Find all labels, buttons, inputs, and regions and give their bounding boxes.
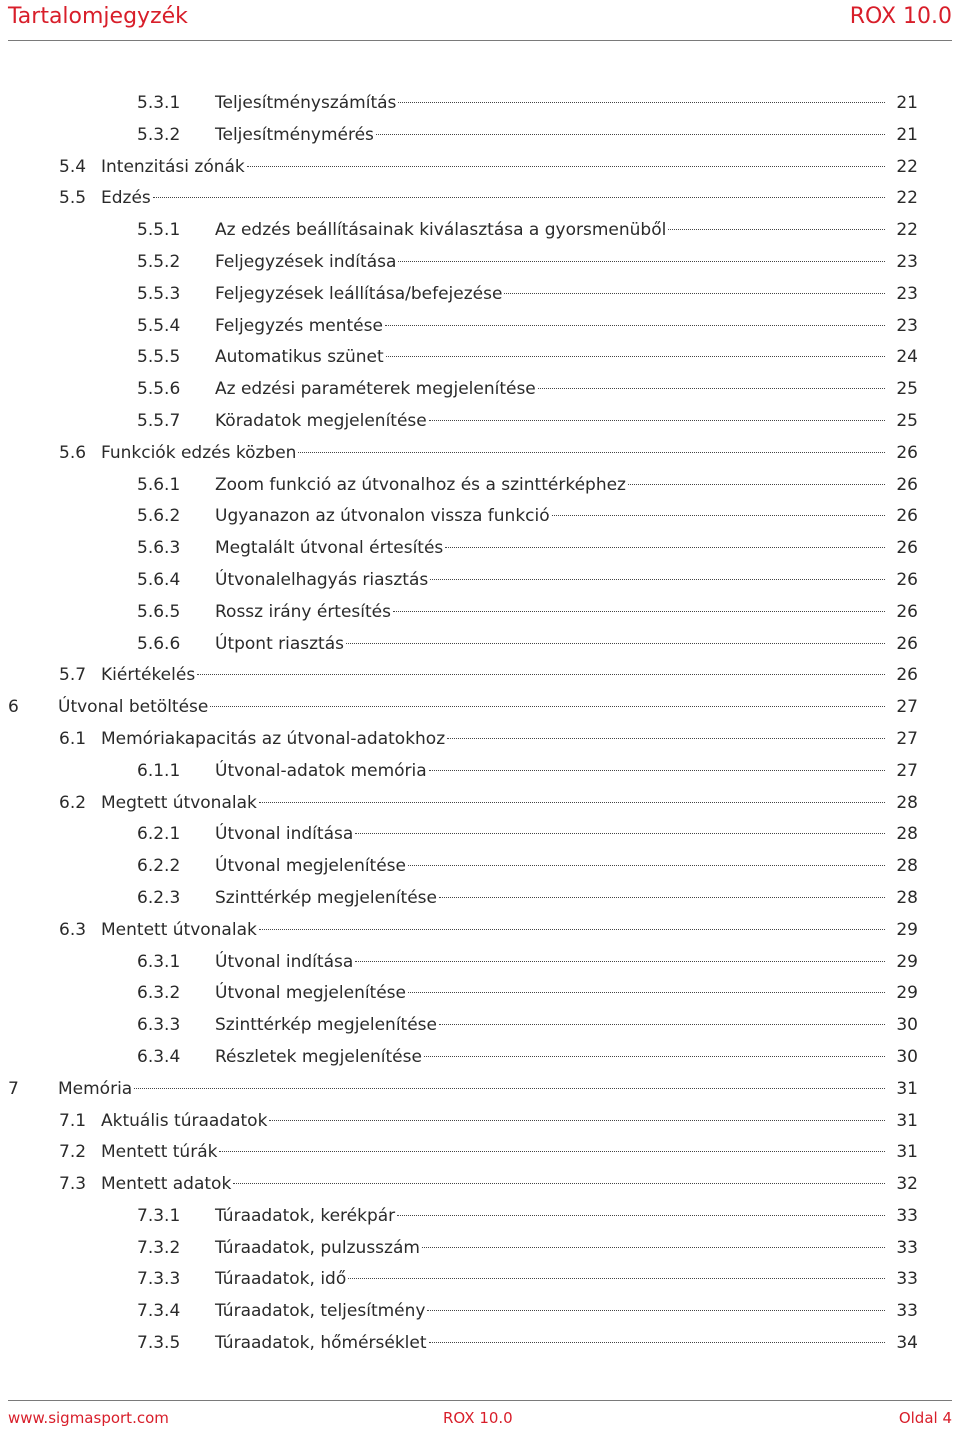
toc-dot-leader: [346, 643, 885, 644]
toc-entry-title: Edzés: [101, 188, 151, 209]
toc-entry-page: 26: [896, 601, 918, 622]
header-product-name: ROX 10.0: [849, 4, 952, 29]
toc-entry-number: 5.6.4: [137, 569, 181, 590]
toc-entry[interactable]: [0, 438, 960, 470]
toc-entry-page: 24: [896, 347, 918, 368]
toc-dot-leader: [668, 229, 885, 230]
toc-entry-number: 5.5.5: [137, 347, 181, 368]
toc-entry-page: 21: [896, 124, 918, 145]
toc-entry-number: 7.3.2: [137, 1237, 181, 1258]
toc-entry-page: 27: [896, 728, 918, 749]
toc-entry-number: 5.6.2: [137, 506, 181, 527]
toc-entry[interactable]: [0, 947, 960, 979]
toc-dot-leader: [210, 706, 885, 707]
toc-dot-leader: [298, 452, 885, 453]
toc-entry-page: 26: [896, 474, 918, 495]
toc-entry-title: Kiértékelés: [101, 665, 196, 686]
toc-entry-page: 33: [896, 1301, 918, 1322]
toc-entry-page: 28: [896, 792, 918, 813]
toc-entry[interactable]: [0, 501, 960, 533]
toc-entry[interactable]: [0, 978, 960, 1010]
toc-entry-number: 5.5.4: [137, 315, 181, 336]
toc-entry-page: 29: [896, 951, 918, 972]
toc-entry[interactable]: [0, 247, 960, 279]
toc-entry-page: 25: [896, 379, 918, 400]
toc-entry-number: 5.6: [59, 442, 87, 463]
toc-entry-title: Útvonal indítása: [215, 951, 354, 972]
toc-entry-title: Útvonal indítása: [215, 824, 354, 845]
toc-entry[interactable]: [0, 915, 960, 947]
toc-entry[interactable]: [0, 724, 960, 756]
toc-entry[interactable]: [0, 215, 960, 247]
page-header: [0, 0, 960, 42]
toc-entry[interactable]: [0, 1264, 960, 1296]
toc-entry[interactable]: [0, 597, 960, 629]
toc-dot-leader: [259, 802, 885, 803]
toc-entry-number: 7.2: [59, 1142, 87, 1163]
toc-entry[interactable]: [0, 1169, 960, 1201]
toc-dot-leader: [429, 1342, 885, 1343]
toc-dot-leader: [355, 961, 885, 962]
toc-entry-title: Túraadatok, idő: [215, 1269, 347, 1290]
toc-entry[interactable]: [0, 406, 960, 438]
toc-entry[interactable]: [0, 183, 960, 215]
toc-entry-page: 28: [896, 856, 918, 877]
toc-entry-title: Feljegyzés mentése: [215, 315, 383, 336]
toc-dot-leader: [408, 865, 885, 866]
toc-dot-leader: [447, 738, 885, 739]
toc-dot-leader: [153, 197, 885, 198]
toc-entry-number: 5.3.2: [137, 124, 181, 145]
toc-dot-leader: [439, 1024, 885, 1025]
toc-entry-title: Köradatok megjelenítése: [215, 410, 427, 431]
toc-entry-title: Mentett adatok: [101, 1174, 232, 1195]
table-of-contents: [0, 88, 960, 1360]
toc-dot-leader: [134, 1088, 885, 1089]
footer-divider: [8, 1400, 952, 1401]
toc-entry-page: 33: [896, 1237, 918, 1258]
toc-entry-number: 6.1.1: [137, 760, 181, 781]
page-title: Tartalomjegyzék: [8, 4, 188, 29]
toc-entry-number: 5.5.2: [137, 251, 181, 272]
toc-dot-leader: [385, 325, 885, 326]
toc-entry-page: 26: [896, 506, 918, 527]
toc-entry-number: 6.3.3: [137, 1015, 181, 1036]
toc-entry-number: 6.2.2: [137, 856, 181, 877]
toc-entry-page: 33: [896, 1269, 918, 1290]
toc-entry-number: 6.2: [59, 792, 87, 813]
toc-entry-title: Feljegyzések indítása: [215, 251, 397, 272]
toc-entry-title: Szinttérkép megjelenítése: [215, 1015, 437, 1036]
toc-dot-leader: [504, 293, 885, 294]
toc-dot-leader: [348, 1278, 885, 1279]
toc-entry-number: 5.5: [59, 188, 87, 209]
toc-entry[interactable]: [0, 1328, 960, 1360]
toc-entry[interactable]: [0, 470, 960, 502]
toc-dot-leader: [439, 897, 885, 898]
toc-entry-number: 6.3.4: [137, 1046, 181, 1067]
toc-entry-page: 27: [896, 697, 918, 718]
toc-dot-leader: [424, 1056, 885, 1057]
toc-entry-title: Teljesítménymérés: [215, 124, 374, 145]
toc-entry-number: 5.6.3: [137, 538, 181, 559]
toc-entry-number: 6.3.2: [137, 983, 181, 1004]
toc-entry[interactable]: [0, 120, 960, 152]
toc-entry-number: 7: [8, 1078, 19, 1099]
toc-entry-title: Útvonal-adatok memória: [215, 760, 427, 781]
toc-dot-leader: [552, 515, 885, 516]
toc-dot-leader: [427, 1310, 885, 1311]
toc-dot-leader: [429, 420, 885, 421]
toc-dot-leader: [397, 1215, 885, 1216]
toc-dot-leader: [538, 388, 885, 389]
toc-entry-page: 31: [896, 1078, 918, 1099]
toc-entry-title: Túraadatok, kerékpár: [215, 1205, 396, 1226]
toc-dot-leader: [408, 992, 885, 993]
toc-entry-title: Mentett útvonalak: [101, 919, 257, 940]
toc-dot-leader: [422, 1247, 885, 1248]
page-footer: [0, 1400, 960, 1433]
toc-dot-leader: [355, 833, 885, 834]
toc-dot-leader: [393, 611, 885, 612]
toc-entry-page: 25: [896, 410, 918, 431]
toc-entry-title: Megtett útvonalak: [101, 792, 257, 813]
toc-entry-number: 5.5.1: [137, 220, 181, 241]
toc-entry[interactable]: [0, 1201, 960, 1233]
toc-entry[interactable]: [0, 788, 960, 820]
toc-dot-leader: [376, 134, 885, 135]
toc-entry-title: Memória: [58, 1078, 133, 1099]
toc-entry-title: Memóriakapacitás az útvonal-adatokhoz: [101, 728, 446, 749]
header-divider: [8, 40, 952, 41]
toc-entry[interactable]: [0, 629, 960, 661]
toc-entry-title: Mentett túrák: [101, 1142, 218, 1163]
toc-entry-title: Az edzési paraméterek megjelenítése: [215, 379, 536, 400]
toc-entry[interactable]: [0, 88, 960, 120]
toc-entry-number: 6.3.1: [137, 951, 181, 972]
toc-entry-number: 7.3.4: [137, 1301, 181, 1322]
toc-entry-title: Ugyanazon az útvonalon vissza funkció: [215, 506, 550, 527]
toc-entry-title: Rossz irány értesítés: [215, 601, 391, 622]
toc-entry[interactable]: [0, 1074, 960, 1106]
toc-entry-page: 26: [896, 665, 918, 686]
toc-entry-title: Túraadatok, hőmérséklet: [215, 1333, 427, 1354]
toc-entry-number: 6.1: [59, 728, 87, 749]
toc-entry-title: Útvonal megjelenítése: [215, 856, 407, 877]
toc-entry-number: 7.3: [59, 1174, 87, 1195]
toc-entry-title: Részletek megjelenítése: [215, 1046, 422, 1067]
toc-entry[interactable]: [0, 279, 960, 311]
toc-entry[interactable]: [0, 565, 960, 597]
toc-entry-title: Útvonalelhagyás riasztás: [215, 569, 429, 590]
toc-entry[interactable]: [0, 883, 960, 915]
toc-entry-number: 7.1: [59, 1110, 87, 1131]
footer-page-number: Oldal 4: [898, 1409, 952, 1427]
toc-entry[interactable]: [0, 1106, 960, 1138]
toc-entry-number: 7.3.1: [137, 1205, 181, 1226]
toc-entry[interactable]: [0, 311, 960, 343]
toc-entry-page: 26: [896, 538, 918, 559]
toc-entry-title: Útpont riasztás: [215, 633, 344, 654]
toc-entry-title: Túraadatok, teljesítmény: [215, 1301, 426, 1322]
toc-entry[interactable]: [0, 374, 960, 406]
toc-entry-page: 30: [896, 1046, 918, 1067]
toc-entry-page: 23: [896, 315, 918, 336]
toc-entry-number: 5.7: [59, 665, 87, 686]
toc-entry-page: 28: [896, 824, 918, 845]
toc-entry-page: 26: [896, 442, 918, 463]
toc-entry-page: 30: [896, 1015, 918, 1036]
toc-dot-leader: [445, 547, 885, 548]
toc-entry-page: 29: [896, 919, 918, 940]
toc-entry[interactable]: [0, 1010, 960, 1042]
toc-entry-page: 27: [896, 760, 918, 781]
toc-entry[interactable]: [0, 152, 960, 184]
toc-entry-number: 7.3.3: [137, 1269, 181, 1290]
toc-dot-leader: [233, 1183, 885, 1184]
toc-entry[interactable]: [0, 1233, 960, 1265]
toc-dot-leader: [247, 166, 885, 167]
toc-dot-leader: [269, 1120, 885, 1121]
toc-entry[interactable]: [0, 851, 960, 883]
toc-entry-title: Funkciók edzés közben: [101, 442, 297, 463]
toc-entry-page: 34: [896, 1333, 918, 1354]
toc-dot-leader: [398, 102, 885, 103]
toc-entry-number: 5.5.6: [137, 379, 181, 400]
toc-entry-page: 22: [896, 156, 918, 177]
toc-entry-title: Intenzitási zónák: [101, 156, 245, 177]
toc-entry-title: Teljesítményszámítás: [215, 93, 397, 113]
toc-entry-page: 23: [896, 283, 918, 304]
toc-entry-number: 7.3.5: [137, 1333, 181, 1354]
toc-dot-leader: [628, 484, 885, 485]
toc-entry-title: Zoom funkció az útvonalhoz és a szinttérképhez: [215, 474, 626, 495]
toc-entry-page: 33: [896, 1205, 918, 1226]
toc-entry-page: 21: [896, 93, 918, 113]
toc-entry-title: Aktuális túraadatok: [101, 1110, 268, 1131]
toc-entry[interactable]: [0, 1042, 960, 1074]
toc-entry-number: 6.3: [59, 919, 87, 940]
toc-entry-title: Megtalált útvonal értesítés: [215, 538, 444, 559]
toc-entry-number: 6.2.3: [137, 887, 181, 908]
toc-entry-title: Útvonal megjelenítése: [215, 983, 407, 1004]
toc-entry[interactable]: [0, 342, 960, 374]
toc-entry[interactable]: [0, 756, 960, 788]
toc-entry-page: 23: [896, 251, 918, 272]
toc-entry-title: Automatikus szünet: [215, 347, 384, 368]
toc-entry[interactable]: [0, 533, 960, 565]
toc-entry-page: 26: [896, 569, 918, 590]
toc-entry-page: 26: [896, 633, 918, 654]
footer-website-link[interactable]: www.sigmasport.com: [8, 1409, 169, 1427]
toc-entry-page: 28: [896, 887, 918, 908]
toc-dot-leader: [430, 579, 885, 580]
toc-entry-number: 5.6.6: [137, 633, 181, 654]
toc-entry-title: Útvonal betöltése: [58, 697, 209, 718]
toc-entry-number: 5.5.7: [137, 410, 181, 431]
toc-entry-number: 5.6.5: [137, 601, 181, 622]
toc-entry-title: Az edzés beállításainak kiválasztása a gyorsmenüből: [215, 220, 667, 241]
toc-entry-number: 5.6.1: [137, 474, 181, 495]
toc-entry-title: Szinttérkép megjelenítése: [215, 887, 437, 908]
toc-entry-number: 5.5.3: [137, 283, 181, 304]
toc-entry[interactable]: [0, 819, 960, 851]
toc-dot-leader: [398, 261, 885, 262]
toc-entry[interactable]: [0, 660, 960, 692]
toc-entry-title: Túraadatok, pulzusszám: [215, 1237, 420, 1258]
toc-entry-page: 22: [896, 188, 918, 209]
toc-entry-page: 22: [896, 220, 918, 241]
toc-entry-page: 31: [896, 1142, 918, 1163]
toc-entry-title: Feljegyzések leállítása/befejezése: [215, 283, 503, 304]
toc-entry-number: 5.3.1: [137, 93, 181, 113]
toc-dot-leader: [197, 674, 885, 675]
toc-dot-leader: [429, 770, 885, 771]
toc-entry-number: 6.2.1: [137, 824, 181, 845]
toc-entry[interactable]: [0, 1137, 960, 1169]
toc-entry-number: 6: [8, 697, 19, 718]
toc-entry-page: 29: [896, 983, 918, 1004]
toc-entry-number: 5.4: [59, 156, 87, 177]
footer-product-name: ROX 10.0: [443, 1409, 513, 1427]
toc-entry-page: 31: [896, 1110, 918, 1131]
toc-entry[interactable]: [0, 692, 960, 724]
toc-entry-page: 32: [896, 1174, 918, 1195]
toc-dot-leader: [386, 356, 885, 357]
toc-dot-leader: [259, 929, 885, 930]
toc-entry[interactable]: [0, 1296, 960, 1328]
toc-dot-leader: [219, 1151, 885, 1152]
